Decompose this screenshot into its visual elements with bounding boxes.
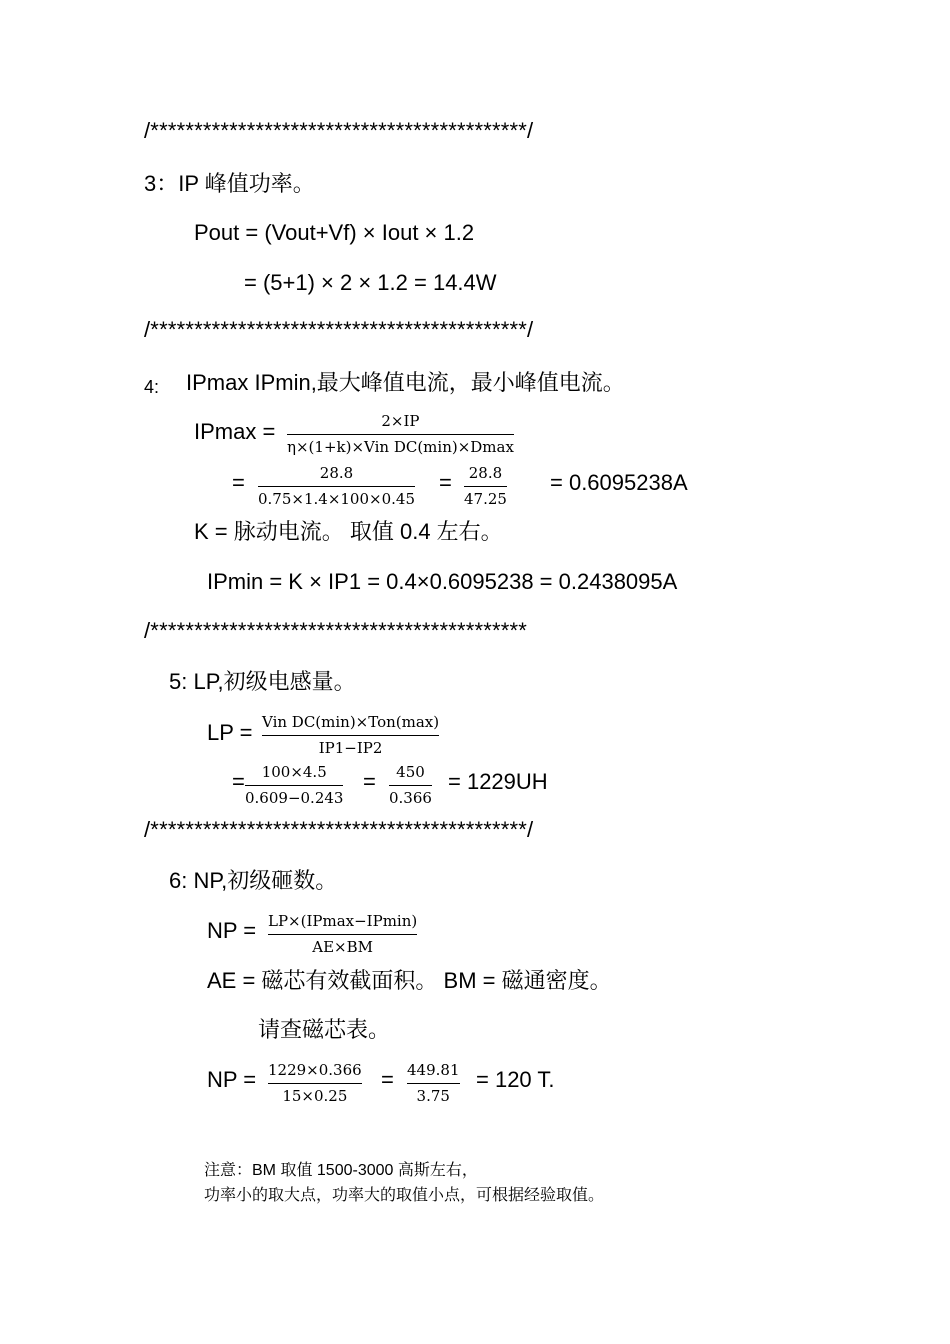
section-4-number: 4: — [144, 377, 160, 397]
equals-sign: = — [232, 769, 245, 794]
section-3-heading: 3：IP 峰值功率。 — [144, 171, 315, 196]
pout-result: = (5+1) × 2 × 1.2 = 14.4W — [244, 270, 497, 295]
core-table-note: 请查磁芯表。 — [258, 1017, 391, 1042]
np-label: NP = — [207, 1067, 257, 1092]
equals-sign: = — [363, 769, 376, 794]
fraction-numerator: 28.8 — [468, 464, 503, 482]
lp-label: LP = — [207, 720, 253, 745]
separator-line: /*******************************************/ — [144, 118, 534, 143]
ipmax-result: = 0.6095238A — [550, 470, 688, 495]
fraction-bar — [268, 934, 417, 935]
ipmax-fraction-values — [258, 464, 415, 508]
fraction-bar — [287, 434, 514, 435]
fraction-denominator: 0.75×1.4×100×0.45 — [258, 490, 415, 508]
ipmax-fraction-simplified — [464, 464, 507, 508]
fraction-numerator: 100×4.5 — [261, 763, 327, 781]
np-result: = 120 T. — [476, 1067, 555, 1092]
pout-formula: Pout = (Vout+Vf) × Iout × 1.2 — [194, 220, 475, 245]
fraction-denominator: IP1−IP2 — [318, 739, 383, 757]
k-definition: K = 脉动电流。 取值 0.4 左右。 — [194, 519, 503, 544]
fraction-bar — [464, 486, 507, 487]
equals-sign: = — [232, 470, 245, 495]
fraction-numerator: 1229×0.366 — [268, 1061, 362, 1079]
fraction-numerator: LP×(IPmax−IPmin) — [268, 912, 418, 930]
ipmax-label: IPmax = — [194, 419, 276, 444]
fraction-numerator: 2×IP — [381, 412, 420, 430]
section-4-heading: IPmax IPmin,最大峰值电流，最小峰值电流。 — [186, 370, 625, 395]
fraction-bar — [389, 785, 432, 786]
lp-fraction — [262, 713, 439, 757]
fraction-bar — [245, 785, 343, 786]
separator-line: /******************************************* — [144, 618, 528, 643]
section-5-heading: 5: LP,初级电感量。 — [169, 669, 356, 694]
fraction-denominator: AE×BM — [312, 938, 373, 956]
equals-sign: = — [439, 470, 452, 495]
fraction-denominator: 15×0.25 — [282, 1087, 348, 1105]
fraction-denominator: η×(1+k)×Vin DC(min)×Dmax — [287, 438, 514, 456]
fraction-bar — [407, 1083, 460, 1084]
np-fraction — [268, 912, 417, 956]
lp-fraction-values — [245, 763, 343, 807]
fraction-bar — [262, 735, 439, 736]
note-line-1: 注意：BM 取值 1500-3000 高斯左右， — [204, 1162, 478, 1179]
fraction-numerator: 28.8 — [319, 464, 354, 482]
separator-line: /*******************************************/ — [144, 817, 534, 842]
np-fraction-simplified — [407, 1061, 460, 1105]
section-6-heading: 6: NP,初级砸数。 — [169, 868, 338, 893]
ae-bm-definition: AE = 磁芯有效截面积。 BM = 磁通密度。 — [207, 968, 612, 993]
lp-result: = 1229UH — [448, 769, 548, 794]
ipmax-fraction — [287, 412, 514, 456]
np-label: NP = — [207, 918, 257, 943]
equals-sign: = — [381, 1067, 394, 1092]
fraction-numerator: 449.81 — [407, 1061, 460, 1079]
lp-fraction-simplified — [389, 763, 432, 807]
fraction-denominator: 47.25 — [464, 490, 507, 508]
fraction-numerator: 450 — [396, 763, 425, 781]
fraction-denominator: 0.366 — [389, 789, 432, 807]
np-fraction-values — [268, 1061, 362, 1105]
ipmin-formula: IPmin = K × IP1 = 0.4×0.6095238 = 0.2438095A — [207, 569, 678, 594]
note-line-2: 功率小的取大点，功率大的取值小点，可根据经验取值。 — [204, 1187, 605, 1204]
fraction-bar — [268, 1083, 362, 1084]
fraction-numerator: Vin DC(min)×Ton(max) — [262, 713, 440, 731]
fraction-denominator: 0.609−0.243 — [245, 789, 344, 807]
fraction-bar — [258, 486, 415, 487]
separator-line: /*******************************************/ — [144, 317, 534, 342]
fraction-denominator: 3.75 — [416, 1087, 450, 1105]
